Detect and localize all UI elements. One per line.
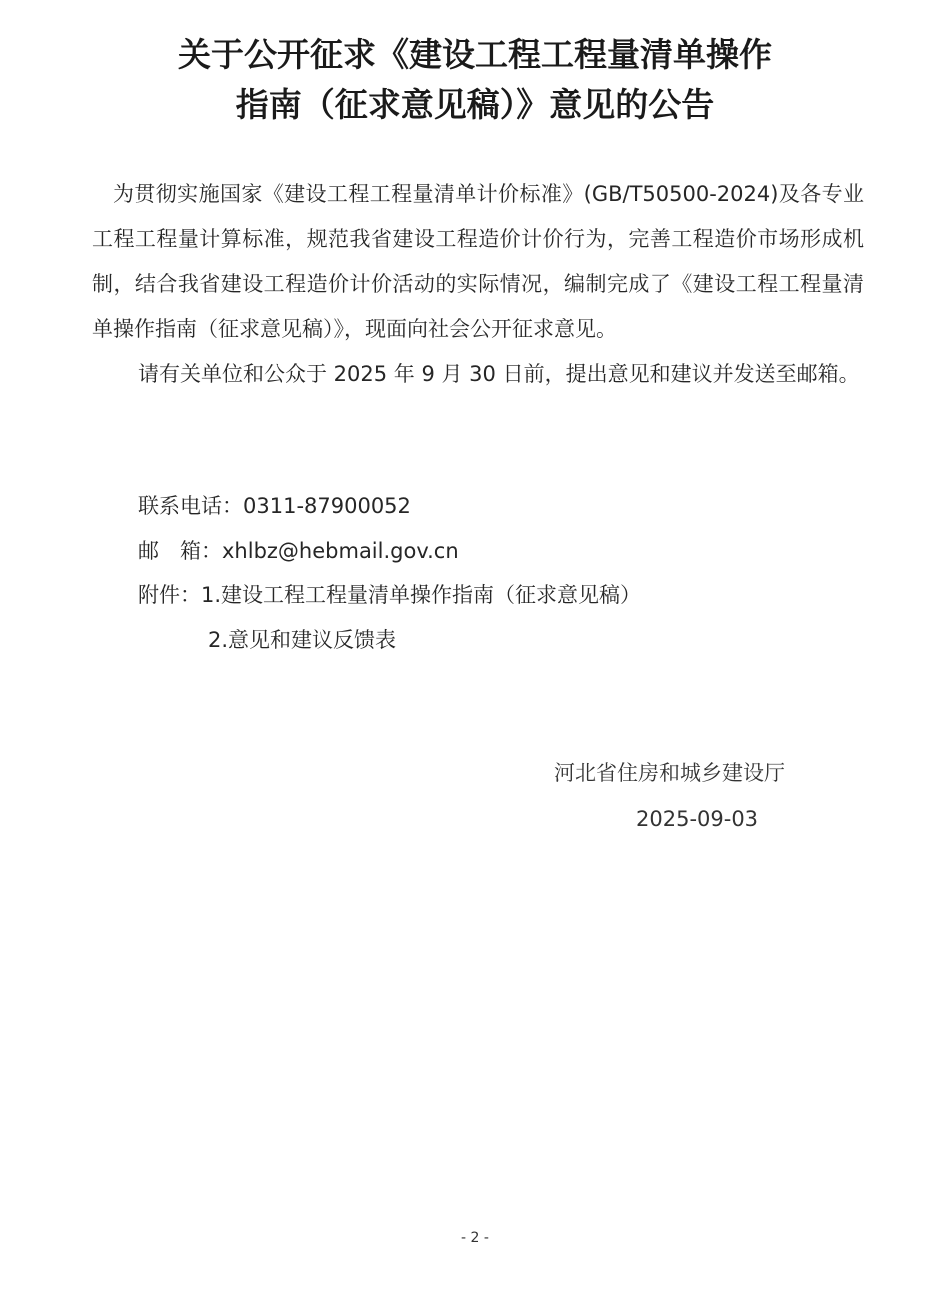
document-title	[60, 30, 890, 130]
document-body	[92, 172, 864, 397]
page-number: - 2 -	[461, 1230, 489, 1246]
contact-email: 邮 箱：xhlbz@hebmail.gov.cn	[138, 539, 459, 563]
issuer-name: 河北省住房和城乡建设厅	[554, 761, 785, 785]
contact-phone: 联系电话：0311-87900052	[138, 494, 411, 518]
issue-date: 2025-09-03	[636, 807, 759, 831]
body-paragraph-2: 请有关单位和公众于 2025 年 9 月 30 日前，提出意见和建议并发送至邮箱。	[138, 362, 860, 386]
attachment-item-2: 2.意见和建议反馈表	[208, 628, 397, 652]
title-line-2: 指南（征求意见稿）》意见的公告	[235, 85, 715, 124]
title-line-1: 关于公开征求《建设工程工程量清单操作	[178, 35, 772, 74]
body-paragraph-1: 为贯彻实施国家《建设工程工程量清单计价标准》(GB/T50500-2024)及各专业工程工程量计算标准，规范我省建设工程造价计价行为，完善工程造价市场形成机制，结合我省建设工程造价计价活动的实际情况，编制完成了《建设工程工程量清单操作指南（征求意见稿）》，现面向社会公开征求意见。	[92, 182, 864, 341]
attachment-item-1: 附件：1.建设工程工程量清单操作指南（征求意见稿）	[138, 583, 642, 607]
